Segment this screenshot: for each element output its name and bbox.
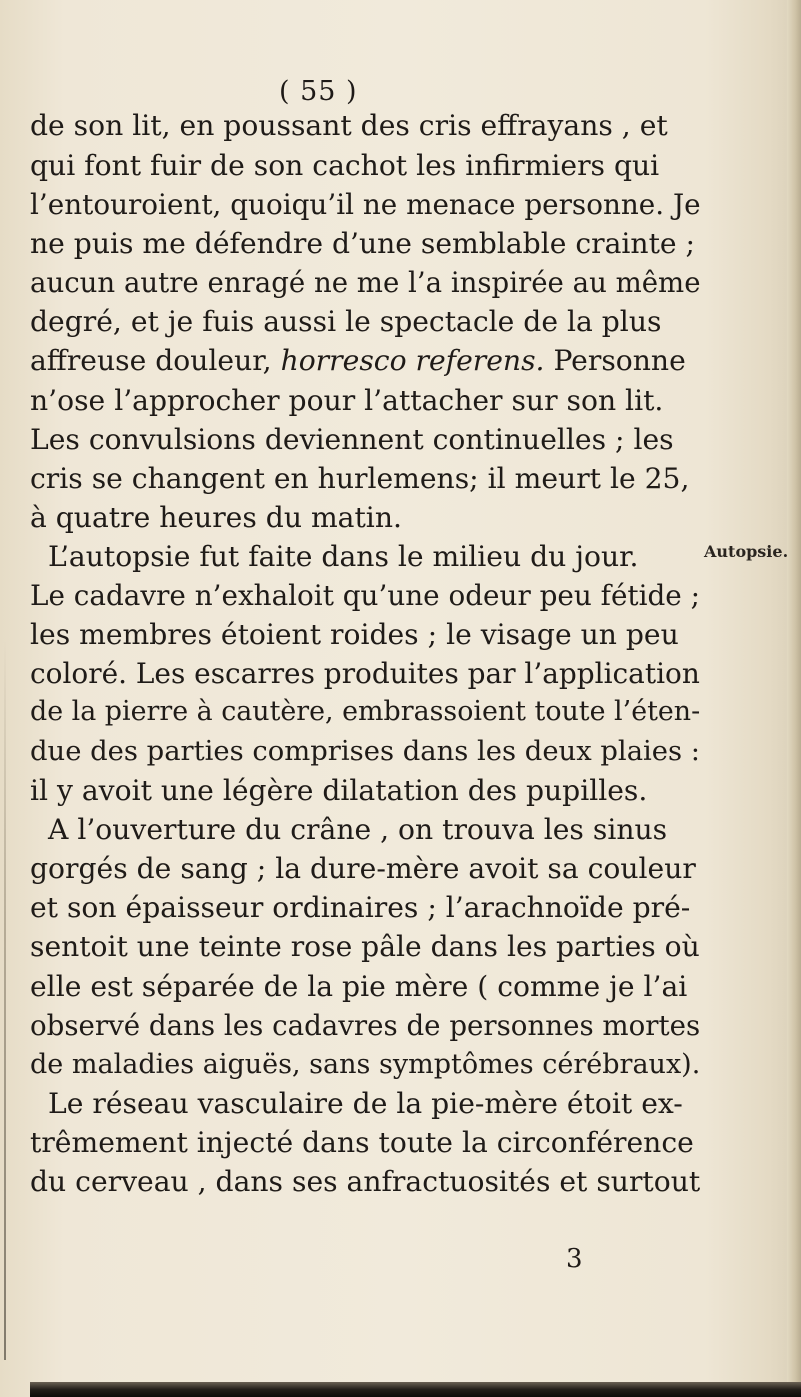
text-line: cris se changent en hurlemens; il meurt le 25,: [30, 462, 690, 495]
text-line: observé dans les cadavres de personnes mortes: [30, 1009, 701, 1042]
text-line: Les convulsions deviennent continuelles ; les: [30, 423, 674, 456]
text-line: due des parties comprises dans les deux plaies :: [30, 736, 701, 767]
page-number: ( 55 ): [279, 76, 358, 107]
signature-mark: 3: [566, 1244, 583, 1274]
text-line: elle est séparée de la pie mère ( comme je l’ai: [30, 970, 688, 1003]
text-line: Le cadavre n’exhaloit qu’une odeur peu fétide ;: [30, 579, 700, 612]
text-line: gorgés de sang ; la dure-mère avoit sa couleur: [30, 852, 696, 885]
text-line: Le réseau vasculaire de la pie-mère étoit ex-: [48, 1087, 683, 1120]
italic-phrase: horresco referens.: [280, 344, 545, 377]
text-line: [30, 344, 686, 377]
text-line: à quatre heures du matin.: [30, 501, 402, 534]
margin-note: Autopsie.: [704, 542, 789, 561]
text-line: sentoit une teinte rose pâle dans les parties où: [30, 930, 700, 963]
text-line: et son épaisseur ordinaires ; l’arachnoïde pré-: [30, 891, 691, 924]
text-line: de son lit, en poussant des cris effrayans , et: [30, 109, 668, 142]
text-line: du cerveau , dans ses anfractuosités et surtout: [30, 1165, 701, 1198]
text-segment: Personne: [544, 344, 686, 377]
text-line: L’autopsie fut faite dans le milieu du jour.: [48, 540, 639, 573]
text-line: les membres étoient roides ; le visage un peu: [30, 618, 679, 651]
text-line: coloré. Les escarres produites par l’application: [30, 657, 700, 690]
text-line: il y avoit une légère dilatation des pupilles.: [30, 774, 648, 807]
text-line: ne puis me défendre d’une semblable crainte ;: [30, 227, 696, 260]
text-line: n’ose l’approcher pour l’attacher sur son lit.: [30, 384, 664, 417]
text-line: qui font fuir de son cachot les infirmiers qui: [30, 149, 660, 182]
text-line: degré, et je fuis aussi le spectacle de la plus: [30, 305, 662, 338]
book-edge-shadow: [30, 1382, 801, 1397]
text-line: de maladies aiguës, sans symptômes cérébraux).: [30, 1049, 701, 1080]
text-line: de la pierre à cautère, embrassoient toute l’éten-: [30, 696, 701, 727]
text-line: l’entouroient, quoiqu’il ne menace personne. Je: [30, 188, 701, 221]
text-line: A l’ouverture du crâne , on trouva les sinus: [48, 813, 668, 846]
text-segment: affreuse douleur,: [30, 344, 281, 377]
text-line: trêmement injecté dans toute la circonférence: [30, 1126, 694, 1159]
text-line: aucun autre enragé ne me l’a inspirée au même: [30, 266, 701, 299]
